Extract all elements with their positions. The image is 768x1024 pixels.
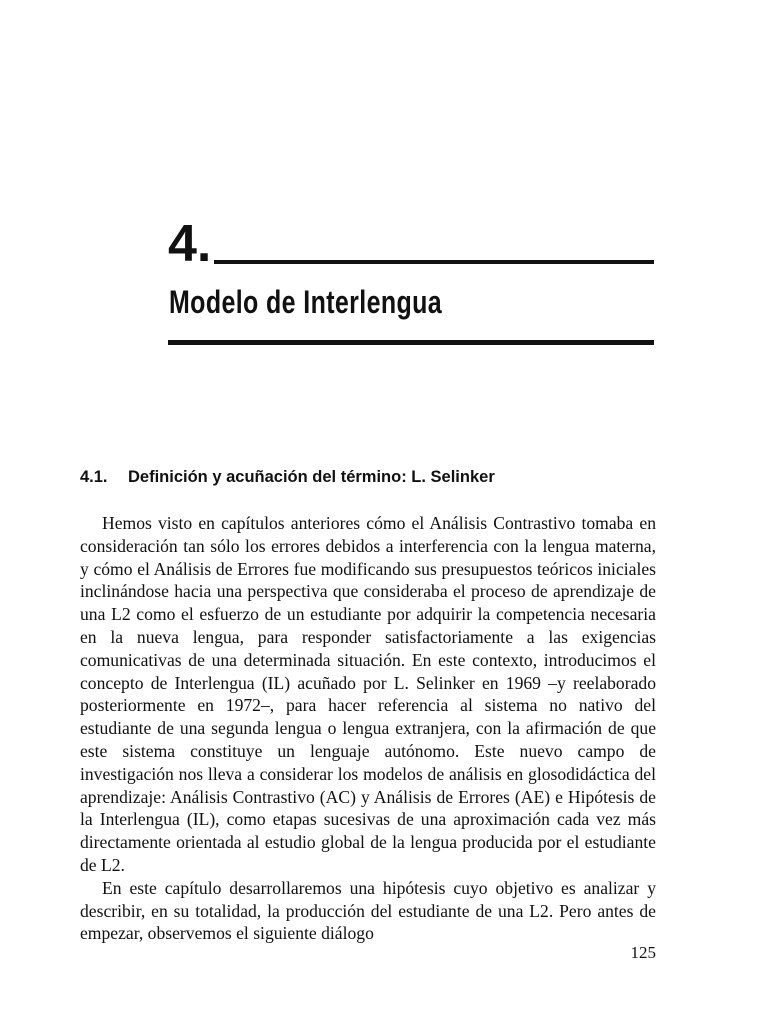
- chapter-number-rule: [214, 260, 654, 264]
- body-text: [80, 512, 656, 945]
- paragraph: Hemos visto en capítulos anteriores cómo el Análisis Contrastivo tomaba en consideración tan sólo los errores debidos a interferencia con la lengua materna, y cómo el Análisis de Errores fue modificando sus presupuestos teóricos iniciales inclinándose hacia una perspectiva que consideraba el proceso de aprendizaje de una L2 como el esfuerzo de un estudiante por adquirir la competencia necesaria en la nueva lengua, para responder satisfactoriamente a las exigencias comunicativas de una determinada situación. En este contexto, introducimos el concepto de Interlengua (IL) acuñado por L. Selinker en 1969 –y reelaborado posteriormente en 1972–, para hacer referencia al sistema no nativo del estudiante de una segunda lengua o lengua extranjera, con la afirmación de que este sistema constituye un lenguaje autónomo. Este nuevo campo de investigación nos lleva a considerar los modelos de análisis en glosodidáctica del aprendizaje: Análisis Contrastivo (AC) y Análisis de Errores (AE) e Hipótesis de la Interlengua (IL), como etapas sucesivas de una aproximación cada vez más directamente orientada al estudio global de la lengua producida por el estudiante de L2.: [80, 513, 656, 875]
- chapter-title: Modelo de Interlengua: [169, 284, 443, 320]
- paragraph: En este capítulo desarrollaremos una hipótesis cuyo objetivo es analizar y describir, en su totalidad, la producción del estudiante de una L2. Pero antes de empezar, observemos el siguiente diálogo: [80, 877, 656, 944]
- section-title: Definición y acuñación del término: L. Selinker: [128, 468, 495, 486]
- section-heading: [80, 466, 670, 488]
- page-number: 125: [630, 943, 656, 962]
- chapter-title-rule: [168, 340, 654, 345]
- section-number: 4.1.: [80, 468, 108, 486]
- chapter-number: 4.: [168, 215, 212, 273]
